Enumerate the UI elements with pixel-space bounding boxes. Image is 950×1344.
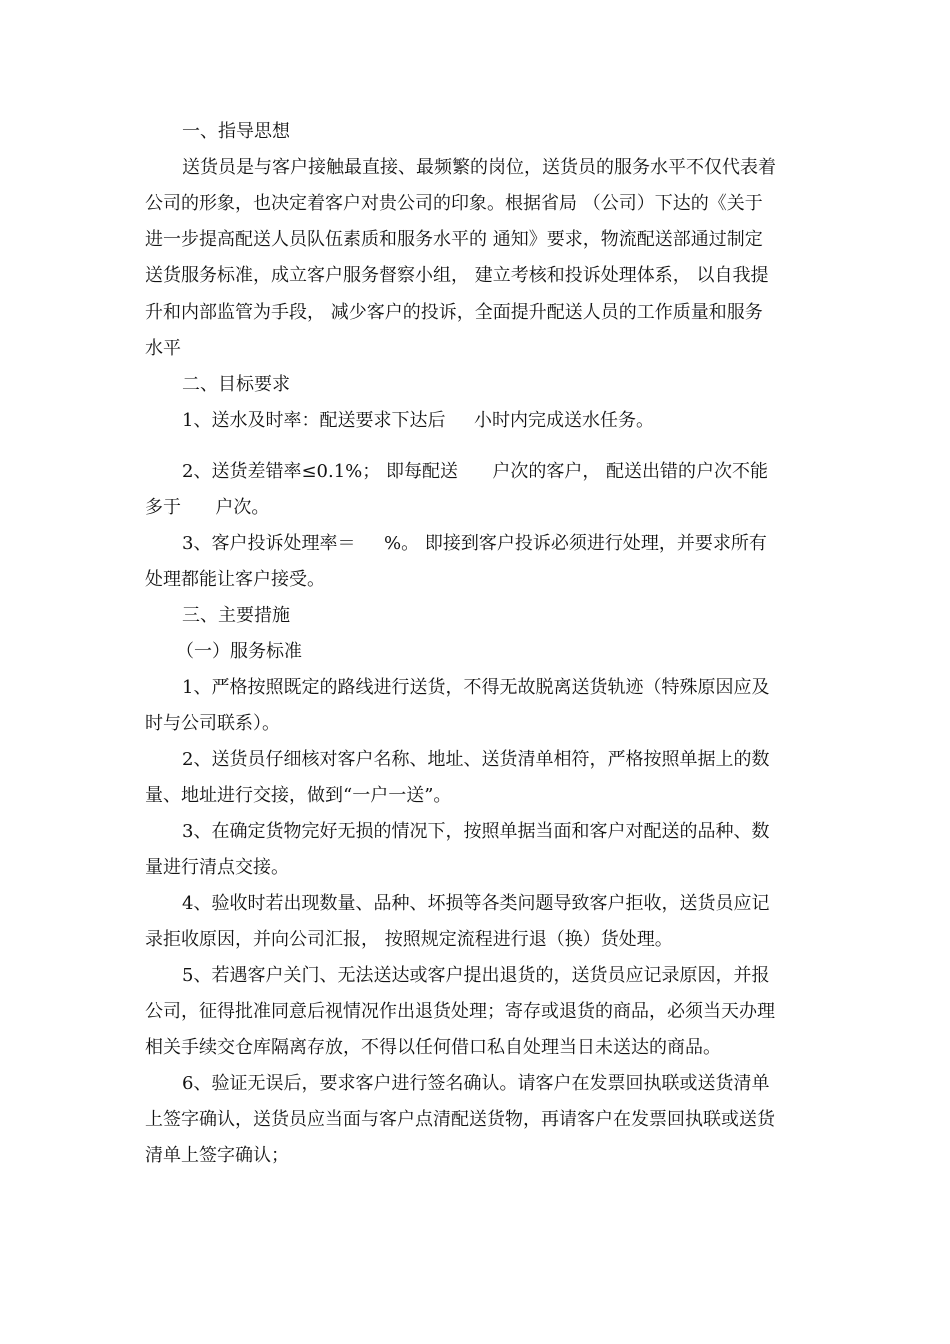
measure-item: 1、严格按照既定的路线进行送货，不得无故脱离送货轨迹（特殊原因应及 [182,677,770,698]
measure-item-continuation: 上签字确认，送货员应当面与客户点清配送货物，再请客户在发票回执联或送货 [145,1109,775,1130]
measure-item-continuation: 量、地址进行交接，做到“一户一送”。 [145,785,452,806]
measure-item: 3、在确定货物完好无损的情况下，按照单据当面和客户对配送的品种、数 [182,821,770,842]
goal-item-continuation: 多于 户次。 [145,497,270,518]
subsection-heading-service-standard: （一）服务标准 [176,641,302,662]
goal-item-continuation: 处理都能让客户接受。 [145,569,325,590]
measure-item: 2、送货员仔细核对客户名称、地址、送货清单相符，严格按照单据上的数 [182,749,770,770]
measure-item: 5、若遇客户关门、无法送达或客户提出退货的，送货员应记录原因，并报 [182,965,770,986]
paragraph-line: 水平 [145,338,181,359]
goal-item: 2、送货差错率≤0.1%； 即每配送 户次的客户， 配送出错的户次不能 [182,461,769,482]
goal-item: 1、送水及时率：配送要求下达后 小时内完成送水任务。 [182,410,655,431]
section-heading-measures: 三、主要措施 [182,605,290,626]
paragraph-line: 进一步提高配送人员队伍素质和服务水平的 通知》要求，物流配送部通过制定 [145,229,763,250]
paragraph-line: 送货员是与客户接触最直接、最频繁的岗位，送货员的服务水平不仅代表着 [182,157,776,178]
measure-item-continuation: 量进行清点交接。 [145,857,289,878]
measure-item-continuation: 公司，征得批准同意后视情况作出退货处理；寄存或退货的商品，必须当天办理 [145,1001,775,1022]
section-heading-goals: 二、目标要求 [182,374,290,395]
goal-item: 3、客户投诉处理率＝ %。 即接到客户投诉必须进行处理，并要求所有 [182,533,767,554]
measure-item-continuation: 时与公司联系）。 [145,713,280,734]
measure-item-continuation: 录拒收原因，并向公司汇报， 按照规定流程进行退（换）货处理。 [145,929,673,950]
paragraph-line: 升和内部监管为手段， 减少客户的投诉，全面提升配送人员的工作质量和服务 [145,302,763,323]
section-heading-guiding-thought: 一、指导思想 [182,121,290,142]
measure-item: 4、验收时若出现数量、品种、坏损等各类问题导致客户拒收，送货员应记 [182,893,770,914]
measure-item: 6、验证无误后，要求客户进行签名确认。请客户在发票回执联或送货清单 [182,1073,770,1094]
measure-item-continuation: 清单上签字确认； [145,1145,289,1166]
measure-item-continuation: 相关手续交仓库隔离存放，不得以任何借口私自处理当日未送达的商品。 [145,1037,721,1058]
paragraph-line: 送货服务标准，成立客户服务督察小组， 建立考核和投诉处理体系， 以自我提 [145,265,769,286]
paragraph-line: 公司的形象，也决定着客户对贵公司的印象。根据省局 （公司）下达的《关于 [145,193,763,214]
